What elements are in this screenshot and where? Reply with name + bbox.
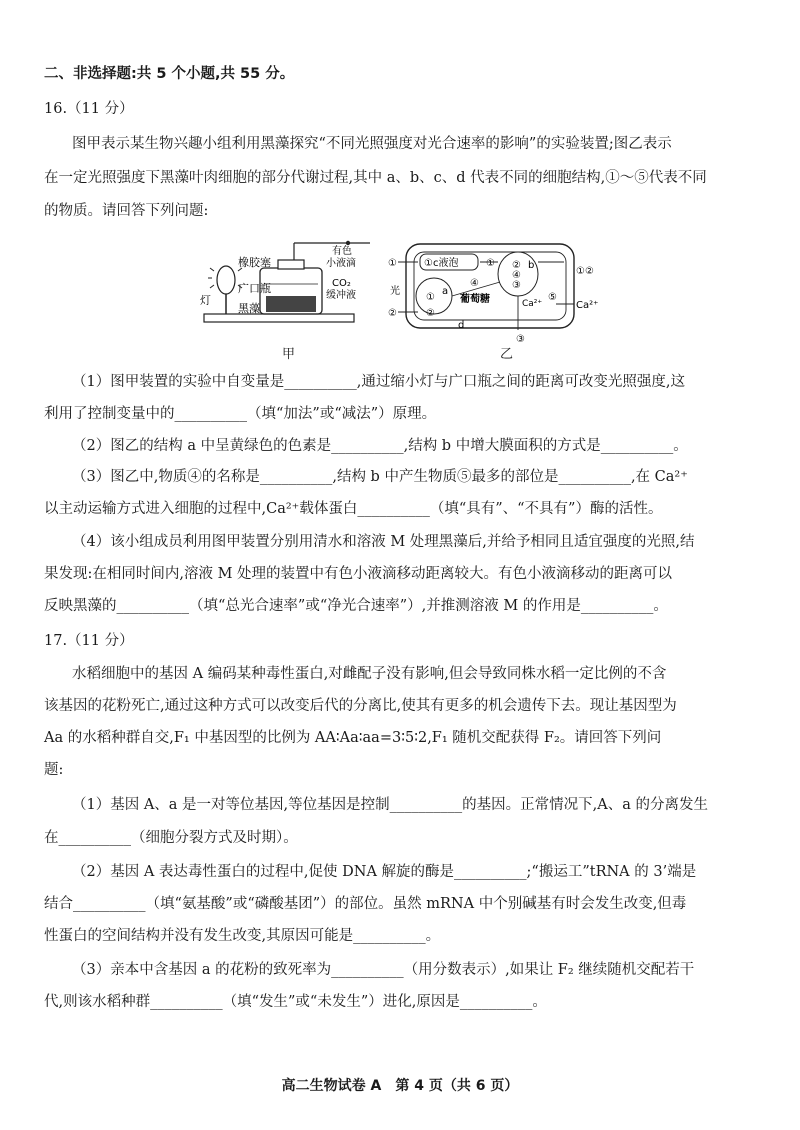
c5-label: ⑤: [548, 292, 557, 303]
q17-stem-line: 该基因的花粉死亡,通过这种方式可以改变后代的分离比,使其有更多的机会遗传下去。现让基因型为: [44, 698, 677, 714]
co2-label-line: 缓冲液: [326, 290, 356, 301]
q17-sub-line: 结合__________（填“氨基酸”或“磷酸基团”）的部位。虽然 mRNA 中个别碱基有时会发生改变,但毒: [44, 896, 687, 912]
c4-mid: ④: [470, 278, 479, 289]
algae-label: 黑藻: [238, 302, 260, 315]
vacuole-label: ①c液泡: [424, 258, 459, 269]
section-title: 二、非选择题:共 5 个小题,共 55 分。: [44, 66, 295, 82]
c12-outer: ①②: [576, 266, 594, 277]
q16-sub-line: （4）该小组成员利用图甲装置分别用清水和溶液 M 处理黑藻后,并给予相同且适宜强度的光照,结: [72, 534, 695, 550]
stopper-label: 橡胶塞: [238, 256, 271, 269]
c2-inner: ②: [426, 308, 435, 319]
q16-sub-line: （3）图乙中,物质④的名称是__________,结构 b 中产生物质⑤最多的部位是__________,在 Ca²⁺: [72, 469, 688, 485]
q17-sub-line: （3）亲本中含基因 a 的花粉的致死率为__________（用分数表示）,如果让 F₂ 继续随机交配若干: [72, 962, 695, 978]
q16-sub-line: 利用了控制变量中的__________（填“加法”或“减法”）原理。: [44, 406, 437, 422]
light-label: 光: [390, 286, 400, 297]
q16-stem-line: 图甲表示某生物兴趣小组利用黑藻探究“不同光照强度对光合速率的影响”的实验装置;图乙表示: [72, 136, 672, 152]
lamp-label: 灯: [200, 294, 211, 307]
q16-sub-line: 反映黑藻的__________（填“总光合速率”或“净光合速率”）,并推测溶液 M 的作用是__________。: [44, 598, 668, 614]
droplet-label-line: 有色: [332, 246, 352, 257]
q16-header: 16.（11 分）: [44, 101, 134, 117]
droplet-label-line: 小液滴: [326, 258, 356, 269]
c3-b: ③: [512, 280, 521, 291]
q17-sub-line: 代,则该水稻种群__________（填“发生”或“未发生”）进化,原因是__________。: [44, 994, 547, 1010]
q16-stem-line: 的物质。请回答下列问题:: [44, 203, 209, 219]
q16-stem-line: 在一定光照强度下黑藻叶肉细胞的部分代谢过程,其中 a、b、c、d 代表不同的细胞结构,①～⑤代表不同: [44, 170, 707, 186]
q17-sub-line: （2）基因 A 表达毒性蛋白的过程中,促使 DNA 解旋的酶是__________;“搬运工”tRNA 的 3’端是: [72, 864, 697, 880]
d-label: d: [458, 320, 465, 331]
figure-yi-caption: 乙: [500, 347, 514, 362]
co2-label: [326, 278, 356, 301]
q17-header: 17.（11 分）: [44, 633, 134, 649]
droplet-label: [326, 244, 356, 269]
q16-sub-line: 果发现:在相同时间内,溶液 M 处理的装置中有色小液滴移动距离较大。有色小液滴移动的距离可以: [44, 566, 673, 582]
glucose-label: 葡萄糖: [460, 294, 490, 305]
q17-sub-line: （1）基因 A、a 是一对等位基因,等位基因是控制__________的基因。正常情况下,A、a 的分离发生: [72, 797, 709, 813]
q17-stem-line: 题:: [44, 762, 64, 778]
q16-sub-line: （1）图甲装置的实验中自变量是__________,通过缩小灯与广口瓶之间的距离可改变光照强度,这: [72, 374, 685, 390]
lamp-icon: [208, 266, 242, 314]
page-footer: 高二生物试卷 A 第 4 页（共 6 页）: [281, 1078, 519, 1094]
q16-sub-line: 以主动运输方式进入细胞的过程中,Ca²⁺载体蛋白__________（填“具有”、“不具有”）酶的活性。: [44, 501, 663, 517]
bottle-label: 广口瓶: [238, 282, 271, 295]
q16-sub-line: （2）图乙的结构 a 中呈黄绿色的色素是__________,结构 b 中增大膜面积的方式是__________。: [72, 438, 688, 454]
board: [204, 314, 354, 322]
c2-b: ②: [512, 260, 521, 271]
ca-outer: Ca²⁺: [576, 300, 599, 311]
figure-jia-caption: 甲: [282, 347, 296, 362]
c2-outer: ②: [388, 308, 397, 319]
figure-jia-apparatus: [198, 238, 378, 328]
figure-yi-cell-diagram: [384, 238, 614, 346]
c3-outer: ③: [516, 334, 525, 345]
c1-inner: ①: [426, 292, 435, 303]
q17-stem-line: Aa 的水稻种群自交,F₁ 中基因型的比例为 AA∶Aa∶aa=3∶5∶2,F₁ 随机交配获得 F₂。请回答下列问: [44, 730, 662, 746]
c4-b: ④: [512, 270, 521, 281]
q17-stem-line: 水稻细胞中的基因 A 编码某种毒性蛋白,对雌配子没有影响,但会导致同株水稻一定比例的不含: [72, 666, 667, 682]
q17-sub-line: 性蛋白的空间结构并没有发生改变,其原因可能是__________。: [44, 928, 441, 944]
ca-inner: Ca²⁺: [522, 299, 543, 309]
a-label: a: [442, 286, 449, 297]
q17-sub-line: 在__________（细胞分裂方式及时期）。: [44, 830, 298, 846]
c1-mid: ①: [486, 258, 495, 269]
b-label: b: [528, 260, 535, 271]
co2-label-line: CO₂: [332, 278, 351, 289]
droplet: [346, 241, 350, 245]
c1-outer: ①: [388, 258, 397, 269]
